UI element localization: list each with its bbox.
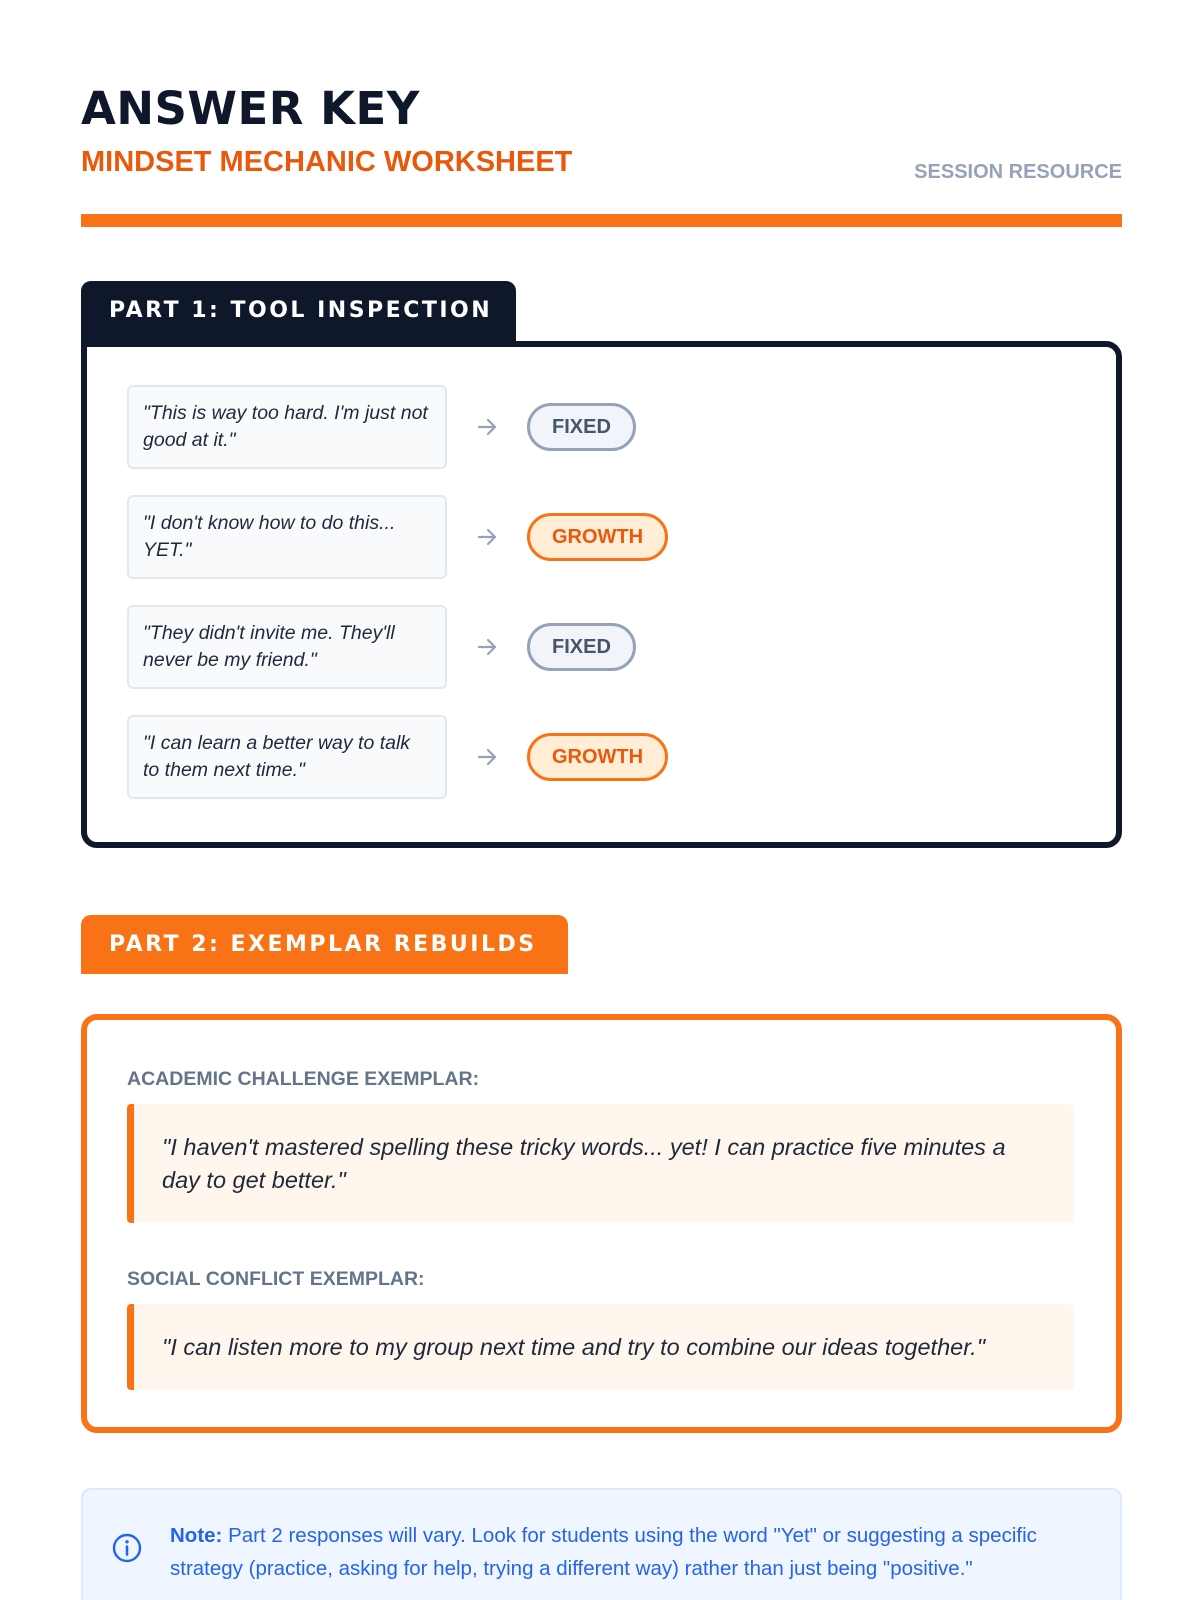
social-exemplar-label: SOCIAL CONFLICT EXEMPLAR:	[127, 1268, 425, 1290]
part1-heading-tab: PART 1: TOOL INSPECTION	[81, 281, 516, 341]
teacher-note	[81, 1488, 1122, 1600]
inspection-row	[127, 495, 1027, 579]
academic-exemplar-quote: "I haven't mastered spelling these tricky words... yet! I can practice five minutes a day to get better."	[127, 1104, 1074, 1223]
part1-panel	[81, 341, 1122, 848]
academic-exemplar-label: ACADEMIC CHALLENGE EXEMPLAR:	[127, 1068, 480, 1090]
inspection-row	[127, 605, 1027, 689]
session-resource-label: SESSION RESOURCE	[914, 161, 1122, 183]
statement-quote: "I can learn a better way to talk to them next time."	[127, 715, 447, 799]
statement-quote: "I don't know how to do this... YET."	[127, 495, 447, 579]
growth-badge: GROWTH	[527, 513, 668, 561]
arrow-right-icon	[475, 519, 499, 555]
part2-panel	[81, 1014, 1122, 1433]
info-icon	[111, 1532, 143, 1564]
arrow-right-icon	[475, 629, 499, 665]
note-label: Note:	[170, 1524, 223, 1547]
page-title: ANSWER KEY	[81, 82, 420, 135]
note-body: Part 2 responses will vary. Look for students using the word "Yet" or suggesting a specific strategy (practice, asking for help, trying a different way) rather than just being "positive."	[170, 1524, 1037, 1580]
answer-key-page	[81, 0, 1122, 1600]
arrow-right-icon	[475, 409, 499, 445]
social-exemplar-quote: "I can listen more to my group next time and try to combine our ideas together."	[127, 1304, 1074, 1390]
part2-heading-tab: PART 2: EXEMPLAR REBUILDS	[81, 915, 568, 974]
fixed-badge: FIXED	[527, 403, 636, 451]
arrow-right-icon	[475, 739, 499, 775]
statement-quote: "They didn't invite me. They'll never be my friend."	[127, 605, 447, 689]
growth-badge: GROWTH	[527, 733, 668, 781]
statement-quote: "This is way too hard. I'm just not good at it."	[127, 385, 447, 469]
inspection-row	[127, 385, 1027, 469]
header-divider	[81, 214, 1122, 227]
inspection-row	[127, 715, 1027, 799]
page-header	[81, 82, 1122, 227]
fixed-badge: FIXED	[527, 623, 636, 671]
page-subtitle: MINDSET MECHANIC WORKSHEET	[81, 146, 573, 178]
note-text	[170, 1519, 1100, 1585]
